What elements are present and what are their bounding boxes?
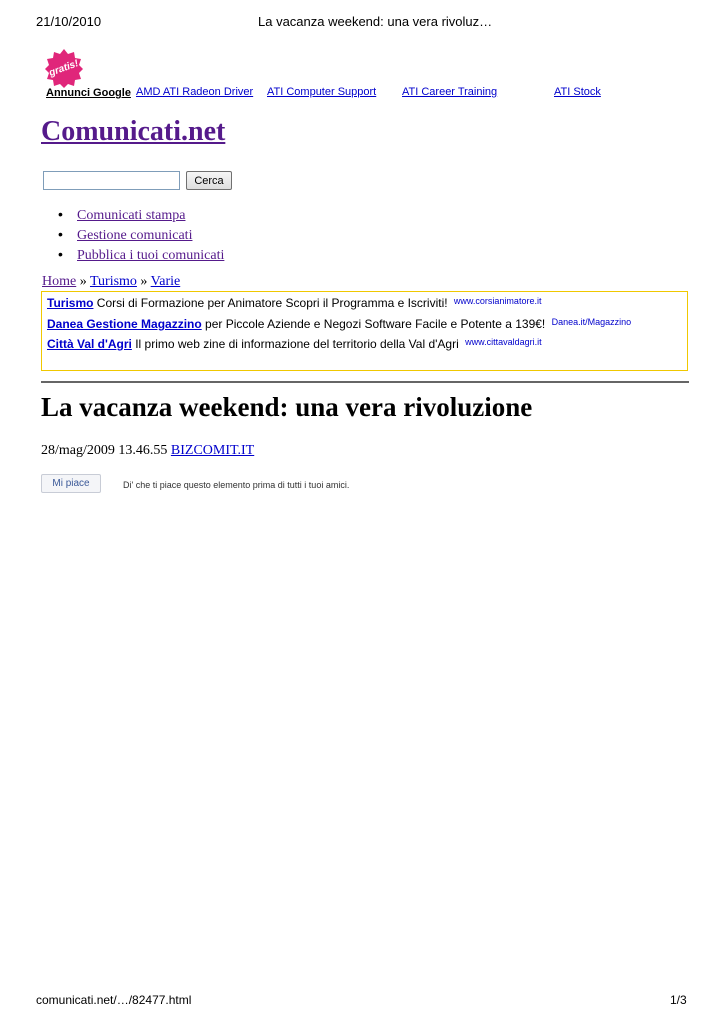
ad-link-computer-support[interactable]: ATI Computer Support (267, 86, 377, 98)
ads-label: Annunci Google (46, 87, 131, 99)
search-input[interactable] (43, 171, 180, 190)
breadcrumb-separator: » (79, 274, 87, 289)
ad-text: per Piccole Aziende e Negozi Software Facile e Potente a 139€! (205, 317, 546, 331)
like-prompt: Di' che ti piace questo elemento prima di tutti i tuoi amici. (123, 480, 350, 490)
ad-link-radeon[interactable]: AMD ATI Radeon Driver (136, 86, 254, 98)
sponsored-ad[interactable] (47, 337, 542, 351)
badge-text: gratis! (47, 58, 81, 79)
sponsored-ad[interactable] (47, 317, 631, 331)
article-date: 28/mag/2009 13.46.55 (41, 443, 168, 458)
article-meta (41, 443, 254, 459)
ad-link-career-training[interactable]: ATI Career Training (402, 86, 498, 98)
nav-item-gestione[interactable] (58, 225, 224, 245)
nav-item-label[interactable]: Comunicati stampa (77, 208, 186, 223)
nav-item-pubblica[interactable] (58, 245, 224, 265)
like-button[interactable]: Mi piace (41, 474, 101, 493)
breadcrumb (42, 274, 180, 290)
breadcrumb-home[interactable]: Home (42, 274, 77, 289)
sponsored-ad[interactable] (47, 296, 541, 310)
breadcrumb-turismo[interactable]: Turismo (89, 274, 137, 289)
ad-title[interactable]: Città Val d'Agri (47, 337, 132, 351)
print-title: La vacanza weekend: una vera rivoluz… (258, 14, 493, 29)
nav-item-label[interactable]: Pubblica i tuoi comunicati (77, 248, 225, 263)
main-nav (58, 205, 224, 265)
print-page-number: 1/3 (670, 993, 687, 1007)
nav-item-label[interactable]: Gestione comunicati (77, 228, 193, 243)
ad-text: Corsi di Formazione per Animatore Scopri il Programma e Iscriviti! (96, 296, 448, 310)
site-title[interactable]: Comunicati.net (41, 116, 226, 147)
ad-link-stock[interactable]: ATI Stock (554, 86, 601, 98)
article-title: La vacanza weekend: una vera rivoluzione (41, 392, 533, 422)
gratis-badge-icon (44, 48, 84, 88)
breadcrumb-varie[interactable]: Varie (150, 274, 181, 289)
ad-url[interactable]: www.corsianimatore.it (453, 296, 542, 306)
ad-text: Il primo web zine di informazione del territorio della Val d'Agri (135, 337, 459, 351)
divider (41, 381, 689, 383)
ad-title[interactable]: Danea Gestione Magazzino (47, 317, 202, 331)
search-button[interactable]: Cerca (186, 171, 232, 190)
print-date: 21/10/2010 (36, 14, 102, 29)
nav-item-comunicati-stampa[interactable] (58, 205, 224, 225)
article-author-link[interactable]: BIZCOMIT.IT (170, 443, 255, 458)
print-url: comunicati.net/…/82477.html (36, 993, 192, 1007)
ad-url[interactable]: Danea.it/Magazzino (551, 317, 632, 327)
ad-title[interactable]: Turismo (47, 296, 94, 310)
breadcrumb-separator: » (140, 274, 148, 289)
ad-url[interactable]: www.cittavaldagri.it (465, 337, 542, 347)
